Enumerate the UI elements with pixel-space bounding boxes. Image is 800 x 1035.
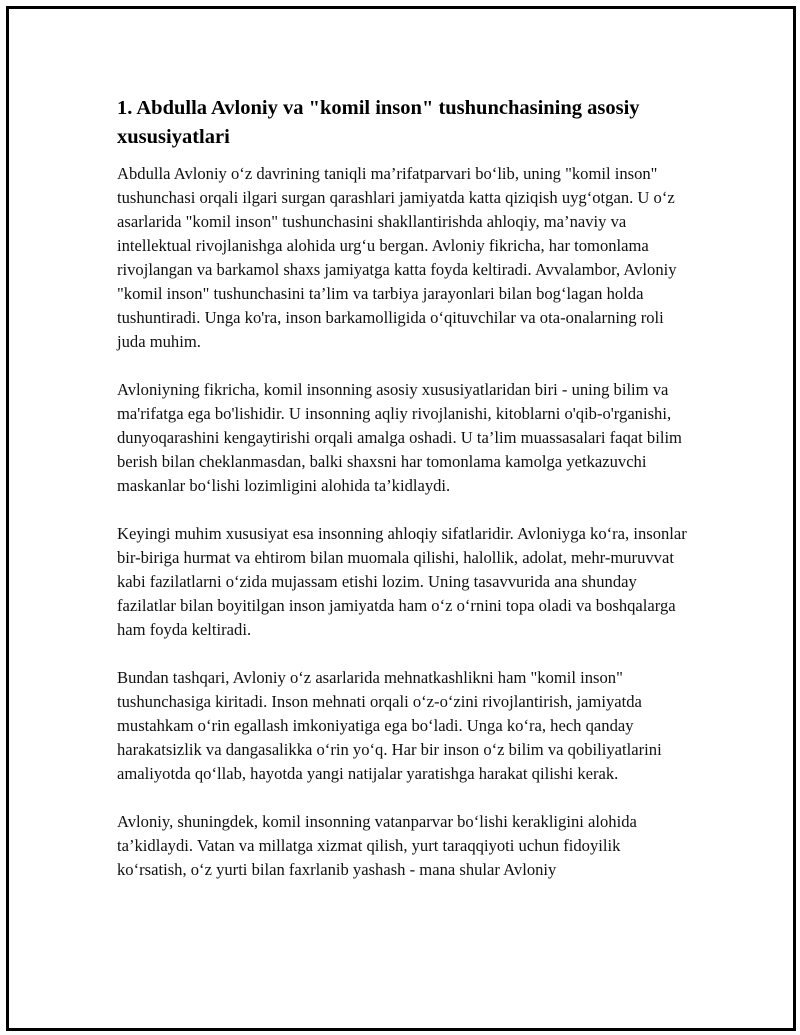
paragraph-1: Abdulla Avloniy o‘z davrining taniqli ma’rifatparvari bo‘lib, uning "komil inson" tushunchasi orqali ilgari surgan qarashlari jamiyatda katta qiziqish uyg‘otgan. U o‘z asarlarida "komil inson" tushunchasini shakllantirishda ahloqiy, ma’naviy va intellektual rivojlanishga alohida urg‘u bergan. Avloniy fikricha, har tomonlama rivojlangan va barkamol shaxs jamiyatga katta foyda keltiradi. Avvalambor, Avloniy "komil inson" tushunchasini ta’lim va tarbiya jarayonlari bilan bog‘lagan holda tushuntiradi. Unga ko'ra, inson barkamolligida o‘qituvchilar va ota-onalarning roli juda muhim. (117, 164, 677, 351)
paragraph-5: Avloniy, shuningdek, komil insonning vatanparvar bo‘lishi kerakligini alohida ta’kidlaydi. Vatan va millatga xizmat qilish, yurt taraqqiyoti uchun fidoyilik ko‘rsatish, o‘z yurti bilan faxrlanib yashash - mana shular Avloniy (117, 812, 637, 879)
document-body (117, 94, 692, 906)
paragraph-4: Bundan tashqari, Avloniy o‘z asarlarida mehnatkashlikni ham "komil inson" tushunchasiga kiritadi. Inson mehnati orqali o‘z-o‘zini rivojlantirish, jamiyatda mustahkam o‘rin egallash imkoniyatiga ega bo‘ladi. Unga ko‘ra, hech qanday harakatsizlik va dangasalikka o‘rin yo‘q. Har bir inson o‘z bilim va qobiliyatlarini amaliyotda qo‘llab, hayotda yangi natijalar yaratishga harakat qilishi kerak. (117, 668, 662, 783)
paragraph-2: Avloniyning fikricha, komil insonning asosiy xususiyatlaridan biri - uning bilim va ma'rifatga ega bo'lishidir. U insonning aqliy rivojlanishi, kitoblarni o'qib-o'rganishi, dunyoqarashini kengaytirishi orqali amalga oshadi. U ta’lim muassasalari faqat bilim berish bilan cheklanmasdan, balki shaxsni har tomonlama kamolga yetkazuvchi maskanlar bo‘lishi lozimligini alohida ta’kidlaydi. (117, 380, 682, 495)
section-heading: 1. Abdulla Avloniy va "komil inson" tushunchasining asosiy xususiyatlari (117, 97, 640, 148)
paragraph-3: Keyingi muhim xususiyat esa insonning ahloqiy sifatlaridir. Avloniyga ko‘ra, insonlar bir-biriga hurmat va ehtirom bilan muomala qilishi, halollik, adolat, mehr-muruvvat kabi fazilatlarni o‘zida mujassam etishi lozim. Uning tasavvurida ana shunday fazilatlar bilan boyitilgan inson jamiyatda ham o‘z o‘rnini topa oladi va boshqalarga ham foyda keltiradi. (117, 524, 687, 639)
